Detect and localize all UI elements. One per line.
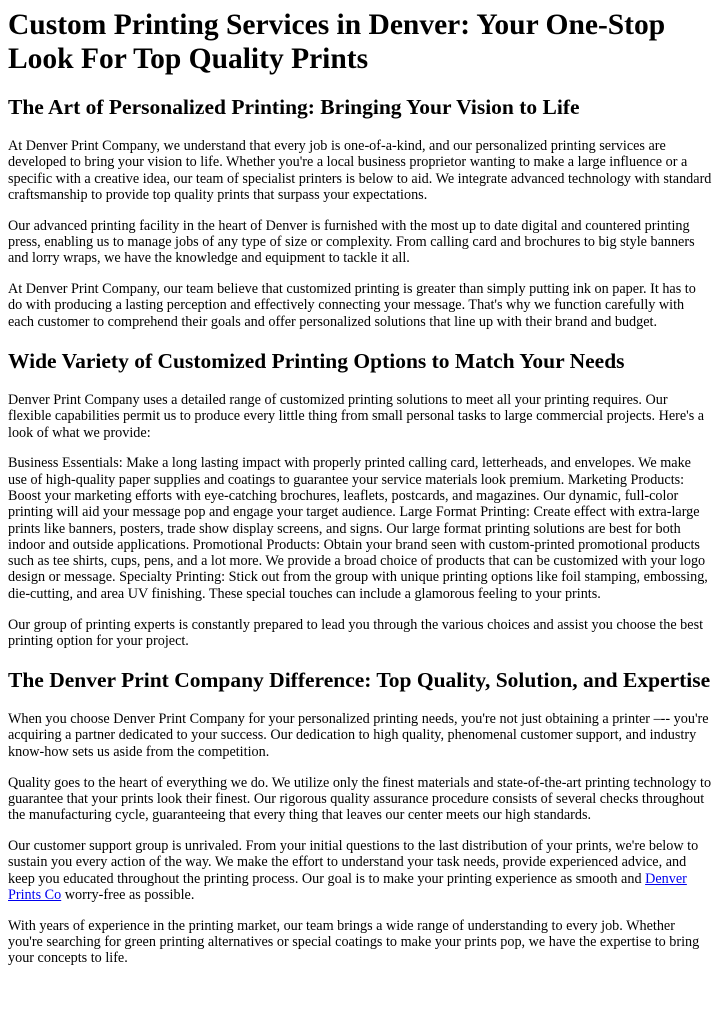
paragraph-text: Our customer support group is unrivaled. From your initial questions to the last distribution of your prints, we're below to sustain you every action of the way. We make the effort to understand your task needs, provide experienced advice, and keep you educated throughout the printing process. Our goal is to make your printing experience as smooth and (8, 837, 699, 887)
paragraph: Our advanced printing facility in the heart of Denver is furnished with the most up to date digital and countered printing press, enabling us to manage jobs of any type of size or complexity. From calling card and brochures to big style banners and lorry wraps, we have the knowledge and equipment to tackle it all. (8, 217, 695, 267)
paragraph-with-link (8, 838, 712, 903)
page-title: Custom Printing Services in Denver: Your One-Stop Look For Top Quality Prints (8, 9, 666, 75)
section-heading-company-difference: The Denver Print Company Difference: Top Quality, Solution, and Expertise (8, 668, 711, 693)
paragraph: Denver Print Company uses a detailed range of customized printing solutions to meet all your printing requires. Our flexible capabilities permit us to produce every little thing from small personal tasks to large commercial projects. Here's a look of what we provide: (8, 391, 705, 441)
paragraph: At Denver Print Company, our team believe that customized printing is greater than simply putting ink on paper. It has to do with producing a lasting perception and effectively connecting your message. That's why we function carefully with each customer to comprehend their goals and offer personalized solutions that line up with their brand and budget. (8, 281, 696, 330)
paragraph: At Denver Print Company, we understand that every job is one-of-a-kind, and our personalized printing services are developed to bring your vision to life. Whether you're a local business proprietor wanting to make a large influence or a specific with a creative idea, our team of specialist printers is below to aid. We integrate advanced technology with standard craftsmanship to provide top quality prints that surpass your expectations. (8, 138, 712, 203)
paragraph: Our group of printing experts is constantly prepared to lead you through the various choices and assist you choose the best printing option for your project. (8, 616, 704, 649)
paragraph: With years of experience in the printing market, our team brings a wide range of understanding to every job. Whether you're searching for green printing alternatives or special coatings to make your prints pop, we have the expertise to bring your concepts to life. (8, 917, 700, 967)
section-heading-personalized-printing: The Art of Personalized Printing: Bringing Your Vision to Life (8, 95, 580, 119)
denver-prints-co-link[interactable]: Denver Prints Co (8, 870, 687, 903)
paragraph: Business Essentials: Make a long lasting impact with properly printed calling card, letterheads, and envelopes. We make use of high-quality paper supplies and coatings to guarantee your service materials look premium. Marketing Products: Boost your marketing efforts with eye-catching brochures, leaflets, postcards, and magazines. Our dynamic, full-color printing will aid your message pop and engage your target audience. Large Format Printing: Create effect with extra-large prints like banners, posters, trade show display screens, and signs. Our large format printing solutions are best for both indoor and outside applications. Promotional Products: Obtain your brand seen with custom-printed promotional products such as tee shirts, cups, pens, and a lot more. We provide a broad choice of products that can be customized with your logo design or message. Specialty Printing: Stick out from the group with unique printing options like foil stamping, embossing, die-cutting, and area UV finishing. These special touches can include a glamorous feeling to your prints. (8, 455, 708, 602)
paragraph: When you choose Denver Print Company for your personalized printing needs, you're not just obtaining a printer –-- you're acquiring a partner dedicated to your success. Our dedication to high quality, phenomenal customer support, and industry know-how sets us aside from the competition. (8, 711, 709, 760)
paragraph-text: worry-free as possible. (61, 886, 195, 903)
paragraph: Quality goes to the heart of everything we do. We utilize only the finest materials and state-of-the-art printing technology to guarantee that your prints look their finest. Our rigorous quality assurance procedure consists of several checks throughout the manufacturing cycle, guaranteeing that every thing that leaves our center meets our high standards. (8, 774, 712, 824)
section-heading-printing-options: Wide Variety of Customized Printing Options to Match Your Needs (8, 348, 625, 373)
